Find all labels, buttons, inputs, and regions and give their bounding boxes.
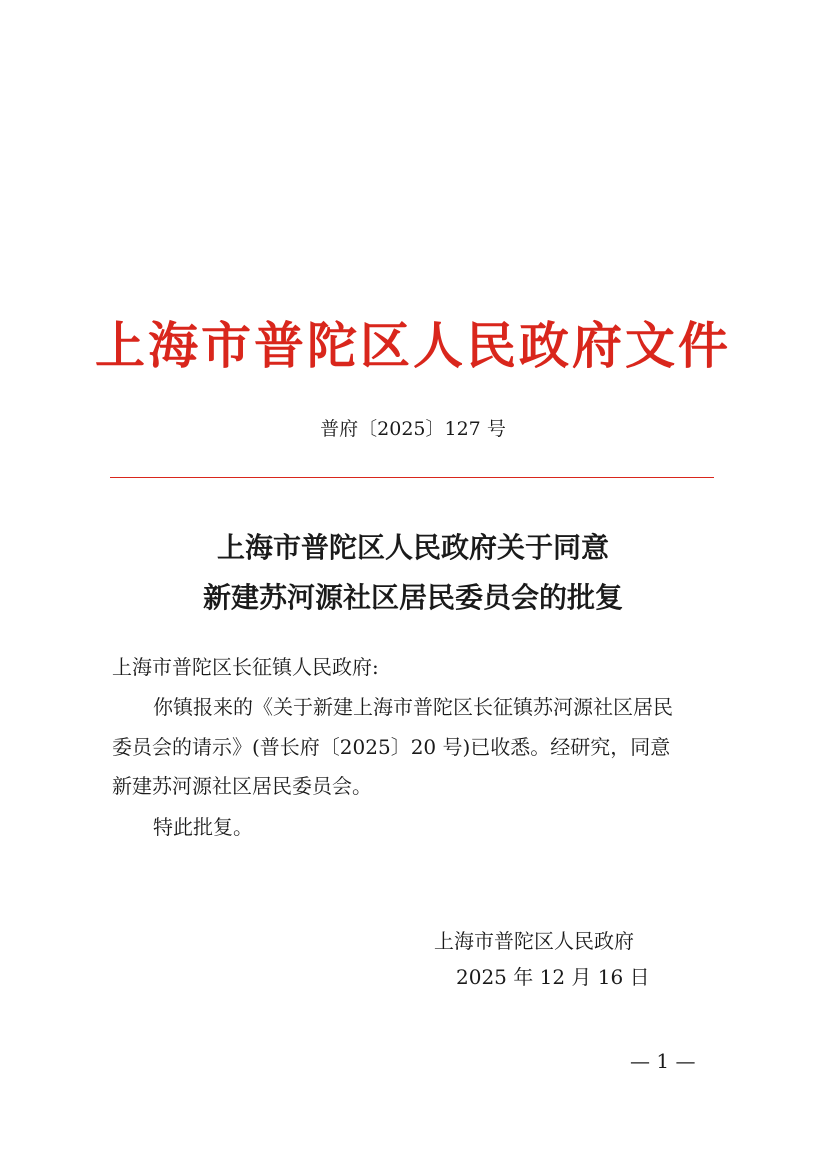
body-paragraph-line-2: 委员会的请示》(普长府〔2025〕20 号)已收悉。经研究，同意 [112,735,671,759]
page-number: — 1 — [630,1049,696,1073]
body-paragraph-line-3: 新建苏河源社区居民委员会。 [112,774,372,798]
document-number: 普府〔2025〕127 号 [320,418,506,440]
document-title-line-1: 上海市普陀区人民政府关于同意 [216,531,609,564]
issue-date: 2025 年 12 月 16 日 [456,965,650,989]
closing-remark: 特此批复。 [153,815,253,839]
issuer-signature: 上海市普陀区人民政府 [434,929,634,953]
body-paragraph-line-1: 你镇报来的《关于新建上海市普陀区长征镇苏河源社区居民 [153,695,673,719]
recipient: 上海市普陀区长征镇人民政府: [112,655,379,679]
document-header: 上海市普陀区人民政府文件 [95,316,731,375]
header-divider [110,477,714,478]
document-title-line-2: 新建苏河源社区居民委员会的批复 [202,581,623,614]
